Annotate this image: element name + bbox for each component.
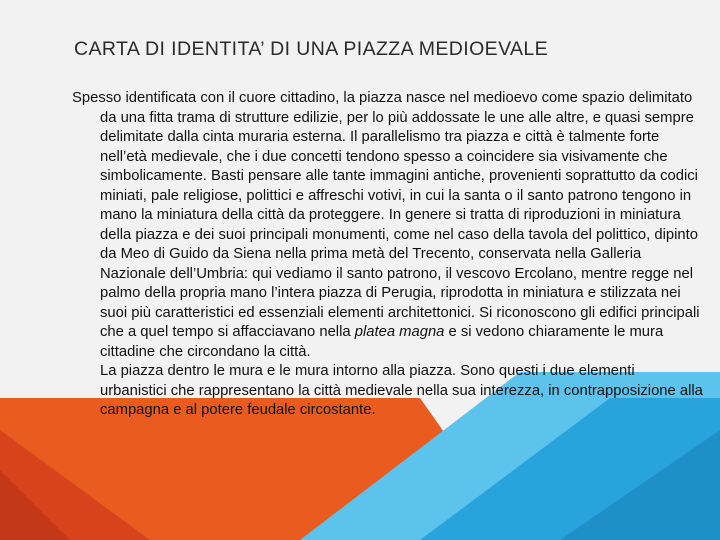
- paragraph-2: La piazza dentro le mura e le mura intorno alla piazza. Sono questi i due elementi urbanistici che rappresentano la città medievale nella sua interezza, in contrapposizione alla campagna e al potere feudale circostante.: [100, 363, 703, 418]
- italic-phrase: platea magna: [354, 324, 445, 340]
- paragraph-1-text: Spesso identificata con il cuore cittadino, la piazza nasce nel medioevo come spazio delimitato da una fitta trama di strutture edilizie, per lo più addossate le une alle altre, e quasi sempre delimitate dalla cinta muraria esterna. Il parallelismo tra piazza e città è talmente forte nell’età medievale, che i due concetti tendono spesso a coincidere sia visivamente che simbolicamente. Basti pensare alle tante immagini antiche, provenienti soprattutto da codici miniati, pale religiose, polittici e affreschi votivi, in cui la santa o il santo patrono tengono in mano la miniatura della città da proteggere. In genere si tratta di riproduzioni in miniatura della piazza e dei suoi principali monumenti, come nel caso della tavola del polittico, dipinto da Meo di Guido da Siena nella prima metà del Trecento, conservata nella Galleria Nazionale dell’Umbria: qui vediamo il santo patrono, il vescovo Ercolano, mentre regge nel palmo della propria mano l’intera piazza di Perugia, riprodotta in miniatura e stilizzata nei suoi più caratteristici ed essenziali elementi architettonici. Si riconoscono gli edifici principali che a quel tempo si affacciavano nella: [72, 90, 700, 340]
- paragraph-1: [72, 89, 704, 362]
- paragraph-1-text-end: e si vedono chiaramente le mura cittadine che circondano la città.: [100, 324, 664, 360]
- slide-body: [72, 89, 704, 421]
- slide-title: CARTA DI IDENTITA’ DI UNA PIAZZA MEDIOEVALE: [74, 38, 549, 60]
